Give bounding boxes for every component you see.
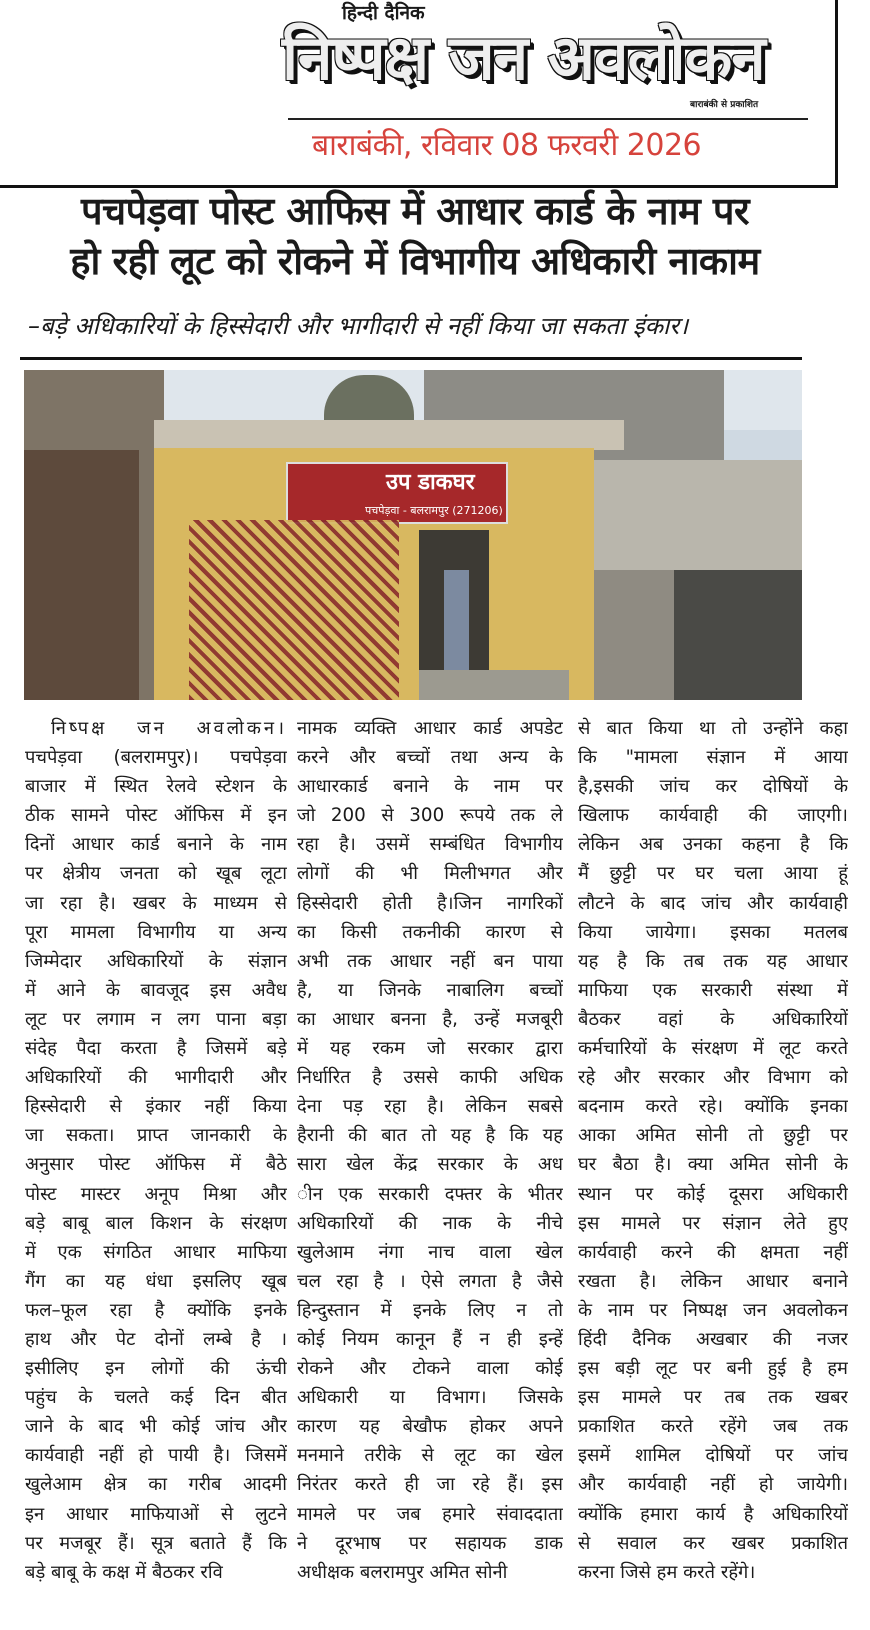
- article-text-line: का किसी तकनीकी कारण से: [297, 921, 563, 943]
- article-text-line: हिन्दुस्तान में इनके लिए न तो: [297, 1299, 563, 1321]
- article-text-line: मैं छुट्टी पर घर चला आया हूं: [578, 863, 848, 885]
- article-text-line: पर क्षेत्रीय जनता को खूब लूटा: [25, 863, 287, 885]
- article-text-line: लूट पर लगाम न लग पाना बड़ा: [25, 1008, 287, 1030]
- post-office-photo: [24, 370, 802, 700]
- article-text-line: मनमाने तरीके से लूट का खेल: [297, 1445, 563, 1467]
- article-text-line: अनुसार पोस्ट ऑफिस में बैठे: [25, 1154, 287, 1176]
- article-text-line: नामक व्यक्ति आधार कार्ड अपडेट: [297, 718, 563, 739]
- article-text-line: बैठकर वहां के अधिकारियों: [578, 1008, 848, 1030]
- article-text-line: रखता है। लेकिन आधार बनाने: [578, 1270, 848, 1292]
- article-text-line: इसमें शामिल दोषियों पर जांच: [578, 1445, 848, 1467]
- article-text-line: के नाम पर निष्पक्ष जन अवलोकन: [578, 1299, 848, 1321]
- article-text-line: पोस्ट मास्टर अनूप मिश्रा और: [25, 1183, 287, 1205]
- article-text-line: गैंग का यह धंधा इसलिए खूब: [25, 1270, 287, 1292]
- article-text-line: रोकने और टोकने वाला कोई: [297, 1358, 563, 1380]
- article-text-line: दिनों आधार कार्ड बनाने के नाम: [25, 834, 287, 856]
- article-text-line: निरंतर करते ही जा रहे हैं। इस: [297, 1474, 563, 1496]
- article-text-line: और कार्यवाही नहीं हो जायेगी।: [578, 1474, 848, 1496]
- article-text-line: निष्पक्ष जन अवलोकन।: [51, 718, 287, 739]
- article-text-line: जो 200 से 300 रूपये तक ले: [297, 805, 563, 827]
- article-text-line: घर बैठा है। क्या अमित सोनी के: [578, 1154, 848, 1176]
- article-text-line: रहा है। उसमें सम्बंधित विभागीय: [297, 834, 563, 856]
- next-headline-cropped: [0, 1612, 870, 1630]
- article-text-line: अधीक्षक बलरामपुर अमित सोनी: [297, 1561, 508, 1583]
- article-text-line: माफिया एक सरकारी संस्था में: [578, 979, 848, 1001]
- article-text-line: है, या जिनके नाबालिग बच्चों: [297, 979, 563, 1001]
- article-text-line: में यह रकम जो सरकार द्वारा: [297, 1038, 563, 1060]
- article-text-line: करना जिसे हम करते रहेंगे।: [578, 1561, 756, 1583]
- masthead-divider: [288, 118, 808, 120]
- article-text-line: कारण यह बेखौफ होकर अपने: [297, 1416, 563, 1438]
- article-text-line: स्थान पर कोई दूसरा अधिकारी: [578, 1183, 848, 1205]
- article-text-line: लेकिन अब उनका कहना है कि: [578, 834, 848, 856]
- article-text-line: से बात किया था तो उन्होंने कहा: [578, 718, 848, 739]
- article-text-line: आधारकार्ड बनाने के नाम पर: [297, 776, 563, 798]
- article-text-line: इस मामले पर संज्ञान लेते हुए: [578, 1212, 848, 1234]
- article-text-line: में आने के बावजूद इस अवैध: [25, 979, 287, 1001]
- article-text-line: हिंदी दैनिक अखबार की नजर: [578, 1328, 848, 1350]
- article-text-line: में एक संगठित आधार माफिया: [25, 1241, 287, 1263]
- article-text-line: निर्धारित है उससे काफी अधिक: [297, 1067, 563, 1089]
- article-text-line: खुलेआम नंगा नाच वाला खेल: [297, 1241, 563, 1263]
- article-text-line: लोगों की भी मिलीभगत और: [297, 863, 563, 885]
- article-text-line: ठीक सामने पोस्ट ऑफिस में इन: [25, 805, 287, 827]
- article-text-line: बदनाम करते रहे। क्योंकि इनका: [578, 1096, 848, 1118]
- article-text-line: प्रकाशित करते रहेंगे जब तक: [578, 1416, 848, 1438]
- article-text-line: किया जायेगा। इसका मतलब: [578, 921, 848, 943]
- article-text-line: पचपेड़वा (बलरामपुर)। पचपेड़वा: [25, 747, 287, 769]
- article-text-line: क्योंकि हमारा कार्य है अधिकारियों: [578, 1503, 848, 1525]
- article-text-line: खुलेआम क्षेत्र का गरीब आदमी: [25, 1474, 287, 1496]
- article-text-line: अधिकारियों की नाक के नीचे: [297, 1212, 563, 1234]
- subheadline: –बड़े अधिकारियों के हिस्सेदारी और भागीदारी से नहीं किया जा सकता इंकार।: [28, 312, 689, 340]
- article-text-line: बड़े बाबू बाल किशन के संरक्षण: [25, 1212, 287, 1234]
- published-from: बाराबंकी से प्रकाशित: [690, 100, 759, 110]
- article-text-line: अधिकारियों की भागीदारी और: [25, 1067, 287, 1089]
- masthead-tagline: हिन्दी दैनिक: [342, 2, 425, 24]
- article-text-line: कोई नियम कानून हैं न ही इन्हें: [297, 1328, 563, 1350]
- article-text-line: देना पड़ रहा है। लेकिन सबसे: [297, 1096, 563, 1118]
- article-text-line: कर्मचारियों के संरक्षण में लूट करते: [578, 1038, 848, 1060]
- article-text-line: जिम्मेदार अधिकारियों के संज्ञान: [25, 950, 287, 972]
- article-text-line: हिस्सेदारी से इंकार नहीं किया: [25, 1096, 287, 1118]
- subheadline-divider: [20, 357, 802, 360]
- article-text-line: आका अमित सोनी तो छुट्टी पर: [578, 1125, 848, 1147]
- article-text-line: ीन एक सरकारी दफ्तर के भीतर: [297, 1183, 563, 1205]
- photo-sign-title: उप डाकघर: [386, 470, 475, 495]
- article-text-line: अभी तक आधार नहीं बन पाया: [297, 950, 563, 972]
- article-text-line: हिस्सेदारी होती है।जिन नागरिकों: [297, 892, 563, 914]
- article-text-line: बाजार में स्थित रेलवे स्टेशन के: [25, 776, 287, 798]
- article-text-line: अधिकारी या विभाग। जिसके: [297, 1387, 563, 1409]
- article-text-line: बड़े बाबू के कक्ष में बैठकर रवि: [25, 1561, 223, 1583]
- article-text-line: पूरा मामला विभागीय या अन्य: [25, 921, 287, 943]
- dateline: बाराबंकी, रविवार 08 फरवरी 2026: [312, 128, 702, 163]
- article-column-2: [297, 714, 563, 1587]
- article-column-1: [25, 714, 287, 1587]
- article-text-line: कि "मामला संज्ञान में आया: [578, 747, 848, 769]
- article-text-line: फल–फूल रहा है क्योंकि इनके: [25, 1299, 287, 1321]
- article-text-line: मामले पर जब हमारे संवाददाता: [297, 1503, 563, 1525]
- article-text-line: चल रहा है । ऐसे लगता है जैसे: [297, 1270, 563, 1292]
- article-text-line: खिलाफ कार्यवाही की जाएगी।: [578, 805, 848, 827]
- photo-sign-subtitle: पचपेड़वा - बलरामपुर (271206): [365, 504, 503, 517]
- article-text-line: कार्यवाही नहीं हो पायी है। जिसमें: [25, 1445, 287, 1467]
- article-text-line: जा सकता। प्राप्त जानकारी के: [25, 1125, 287, 1147]
- article-text-line: सारा खेल केंद्र सरकार के अध: [297, 1154, 563, 1176]
- article-text-line: करने और बच्चों तथा अन्य के: [297, 747, 563, 769]
- headline-line-1: पचपेड़वा पोस्ट आफिस में आधार कार्ड के नाम पर: [80, 189, 750, 233]
- article-text-line: यह है कि तब तक यह आधार: [578, 950, 848, 972]
- article-text-line: इन आधार माफियाओं से लुटने: [25, 1503, 287, 1525]
- article-text-line: कार्यवाही करने की क्षमता नहीं: [578, 1241, 848, 1263]
- article-text-line: जा रहा है। खबर के माध्यम से: [25, 892, 287, 914]
- article-text-line: हाथ और पेट दोनों लम्बे है ।: [25, 1328, 287, 1350]
- article-text-line: से सवाल कर खबर प्रकाशित: [578, 1532, 848, 1554]
- article-text-line: है,इसकी जांच कर दोषियों के: [578, 776, 848, 798]
- article-text-line: लौटने के बाद जांच और कार्यवाही: [578, 892, 848, 914]
- article-column-3: [578, 714, 848, 1587]
- article-text-line: जाने के बाद भी कोई जांच और: [25, 1416, 287, 1438]
- article-text-line: का आधार बनना है, उन्हें मजबूरी: [297, 1008, 563, 1030]
- headline-line-2: हो रही लूट को रोकने में विभागीय अधिकारी नाकाम: [70, 239, 760, 283]
- article-text-line: इस मामले पर तब तक खबर: [578, 1387, 848, 1409]
- article-text-line: हैरानी की बात तो यह है कि यह: [297, 1125, 563, 1147]
- article-text-line: इस बड़ी लूट पर बनी हुई है हम: [578, 1358, 848, 1380]
- article-text-line: इसीलिए इन लोगों की ऊंची: [25, 1358, 287, 1380]
- newspaper-name-logo: निष्पक्ष जन अवलोकन: [282, 21, 765, 94]
- article-text-line: पर मजबूर हैं। सूत्र बताते हैं कि: [25, 1532, 287, 1554]
- article-text-line: रहे और सरकार और विभाग को: [578, 1067, 848, 1089]
- article-text-line: ने दूरभाष पर सहायक डाक: [297, 1532, 563, 1554]
- article-text-line: पहुंच के चलते कई दिन बीत: [25, 1387, 287, 1409]
- article-text-line: संदेह पैदा करता है जिसमें बड़े: [25, 1038, 287, 1060]
